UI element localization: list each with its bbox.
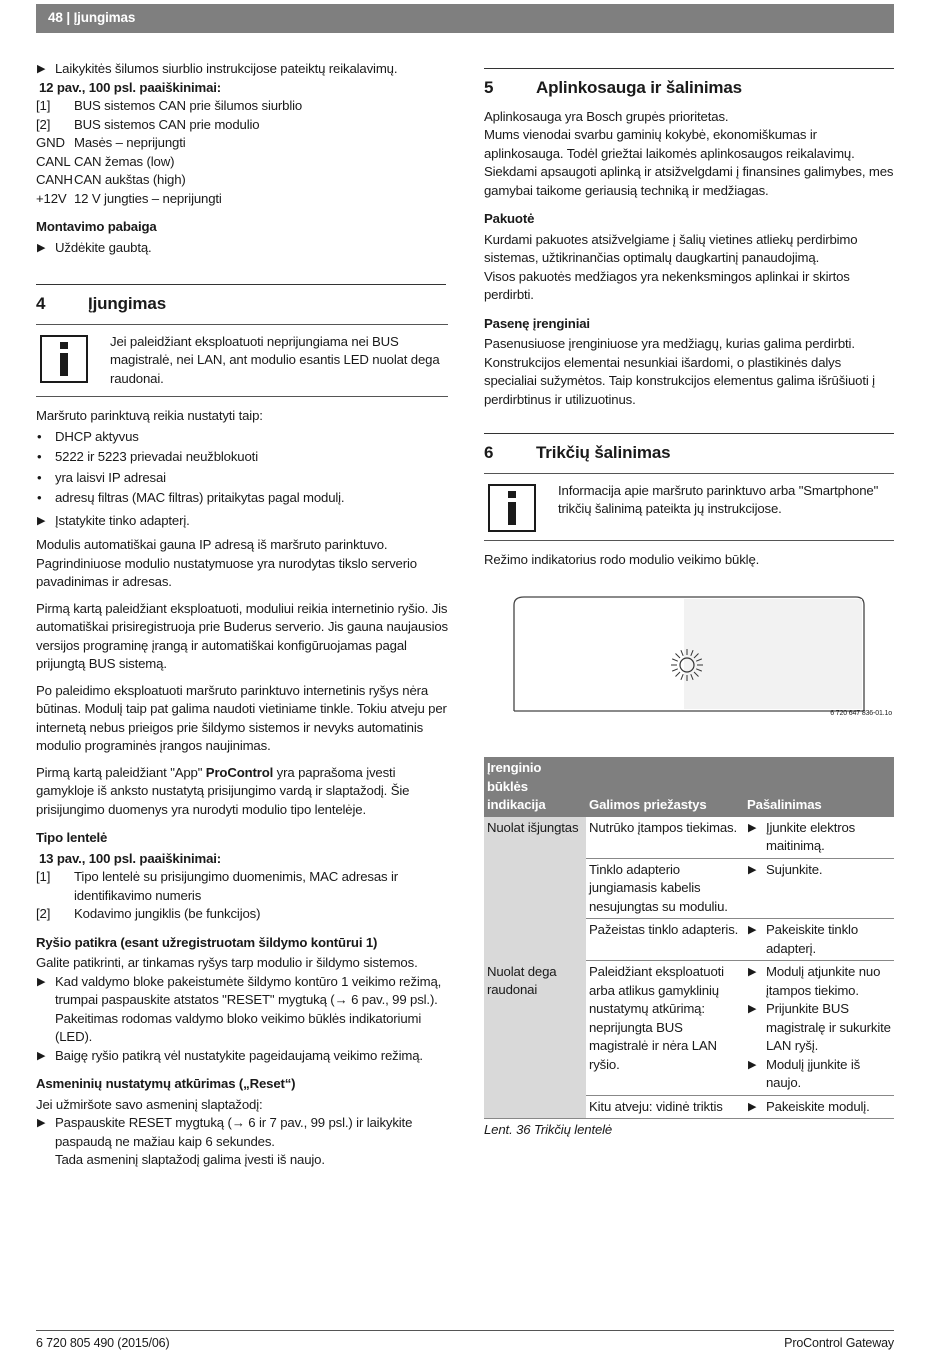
triangle-right-icon: ▶ [748, 1003, 757, 1015]
trouble-table [484, 757, 894, 1119]
triangle-right-icon: ▶ [37, 1049, 46, 1062]
legend-row: [2] Kodavimo jungiklis (be funkcijos) [36, 906, 261, 921]
paragraph: Visos pakuotės medžiagos yra nekenksmingos aplinkai ir skirtos perdirbti. [484, 268, 850, 302]
triangle-right-icon: ▶ [37, 241, 46, 254]
trouble-table-wrap [484, 757, 894, 1140]
table-row: Tinklo adapterio jungiamasis kabelis nesujungtas su moduliu. ▶ Sujunkite. [484, 858, 894, 919]
table-header: Pašalinimas [744, 757, 894, 817]
footer-product-name: ProControl Gateway [784, 1336, 894, 1350]
module-illustration [484, 591, 894, 721]
table-header-row [484, 757, 894, 817]
step-item: ▶ Įstatykite tinko adapterį. [36, 512, 448, 531]
legend-title: 13 pav., 100 psl. paaiškinimai: [39, 850, 222, 866]
table-row: Nuolat dega raudonai Paleidžiant eksploatuoti arba atlikus gamyklinių nustatymų atkūrimą: neprijungta BUS magistralė ir nėra LAN ryšio. ▶ Modulį atjunkite nuo įtampos tiekimo. ▶ Prijunkite BUS magistralę ir sukurkite LAN ryšį. ▶ Modulį įjunkite iš naujo. [484, 961, 894, 1096]
list-item: • yra laisvi IP adresai [37, 469, 166, 485]
list-item: • adresų filtras (MAC filtras) pritaikytas pagal modulį. [37, 490, 345, 505]
section-heading: 6 Trikčių šalinimas [484, 443, 671, 462]
page-number: 48 [48, 10, 63, 25]
paragraph: Galite patikrinti, ar tinkamas ryšys tarp modulio ir šildymo sistemos. [36, 955, 418, 970]
router-list [36, 428, 448, 508]
triangle-right-icon: ▶ [37, 63, 46, 75]
subheading: Tipo lentelė [36, 830, 108, 845]
triangle-right-icon: ▶ [748, 821, 757, 834]
legend-row: CANL CAN žemas (low) [36, 153, 175, 169]
paragraph: Kurdami pakuotes atsižvelgiame į šalių vietines atliekų perdirbimo sistemas, užtikrinančias optimalų daugkartinį panaudojimą. [484, 231, 858, 265]
paragraph: Pirmą kartą paleidžiant "App" ProControl yra paprašoma įvesti gamykloje iš anksto nustatytą prisijungimo vardą ir slaptažodį. Šie prisijungimo duomenys yra nurodyti modulio tipo lentelėje. [36, 764, 410, 817]
info-note: Informacija apie maršruto parinktuvo arba "Smartphone" trikčių šalinimą pateikta jų instrukcijose. [484, 473, 894, 541]
triangle-right-icon: ▶ [748, 924, 757, 936]
paragraph: Aplinkosauga yra Bosch grupės prioritetas. [484, 108, 729, 124]
paragraph: Siekdami apsaugoti aplinką ir atsižvelgdami į finansines galimybes, mes gamybai taikome geriausią techniką ir medžiagas. [484, 164, 894, 198]
table-row: Nuolat išjungtas Nutrūko įtampos tiekimas. ▶ Įjunkite elektros maitinimą. [484, 817, 894, 859]
figure-code: 6 720 647 836-01.1o [830, 710, 892, 717]
triangle-right-icon: ▶ [748, 863, 757, 876]
step-item: ▶ Paspauskite RESET mygtuką (→ 6 ir 7 pav., 99 psl.) ir laikykite paspaudą ne mažiau kaip 6 sekundes. [37, 1115, 413, 1149]
legend-row: GND Masės – neprijungti [36, 135, 186, 150]
table-header: Įrenginio būklės indikacija [484, 757, 586, 817]
subheading: Montavimo pabaiga [36, 219, 157, 234]
paragraph: Modulis automatiškai gauna IP adresą iš maršruto parinktuvo. Pagrindiniuose modulio nustatymuose yra nurodytas tikslo serverio pavadinimas ir adresas. [36, 537, 417, 589]
paragraph: Po paleidimo eksploatuoti maršruto parinktuvo internetinis ryšys nėra būtinas. Modulį taip pat galima naudoti vietiniame tinkle. Tokiu atveju per internetą nebus prieigos prie šildymo sistemos ir nevyks automatinis modulio programinės įrangos naujinimas. [36, 682, 447, 753]
triangle-right-icon: ▶ [37, 514, 46, 527]
list-item: • DHCP aktyvus [37, 428, 139, 444]
footer-doc-number: 6 720 805 490 (2015/06) [36, 1336, 170, 1350]
info-icon [40, 335, 88, 383]
triangle-right-icon: ▶ [37, 1117, 46, 1129]
table-row: Pažeistas tinklo adapteris. ▶ Pakeiskite tinklo adapterį. [484, 919, 894, 961]
header-text [48, 9, 135, 28]
right-column [484, 68, 894, 1140]
paragraph: Pasenusiuose įrenginiuose yra medžiagų, kurias galima perdirbti. Konstrukcijos elementai nesunkiai išardomi, o plastikinės dalys specialiai sužymėtos. Taip konstrukcijos elementus galima išrūšiuoti į perdirbtinus ir utilizuotinus. [484, 336, 875, 407]
legend-row: +12V 12 V jungties – neprijungti [36, 190, 222, 206]
subheading: Pasenę įrenginiai [484, 315, 590, 331]
triangle-right-icon: ▶ [37, 975, 46, 988]
subheading: Pakuotė [484, 211, 535, 226]
table-header: Galimos priežastys [586, 757, 744, 817]
step-item: ▶ Uždėkite gaubtą. [36, 239, 448, 258]
paragraph: Mums vienodai svarbu gaminių kokybė, ekonomiškumas ir aplinkosauga. Todėl griežtai laikomės aplinkosaugos reikalavimų. [484, 127, 855, 161]
legend-row: CANH CAN aukštas (high) [36, 172, 186, 187]
section-heading: 5 Aplinkosauga ir šalinimas [484, 78, 742, 97]
legend-title: 12 pav., 100 psl. paaiškinimai: [39, 79, 222, 95]
paragraph: Tada asmeninį slaptažodį galima įvesti iš naujo. [55, 1152, 325, 1167]
header-title: Įjungimas [73, 10, 136, 25]
subheading: Ryšio patikra (esant užregistruotam šildymo kontūrui 1) [36, 934, 378, 950]
table-caption: Lent. 36 Trikčių lentelė [484, 1122, 613, 1137]
step-item: ▶ Laikykitės šilumos siurblio instrukcijose pateiktų reikalavimų. [36, 60, 448, 79]
footer-rule [36, 1330, 894, 1331]
paragraph: Jei užmiršote savo asmeninį slaptažodį: [36, 1096, 263, 1112]
step-item: ▶ Baigę ryšio patikrą vėl nustatykite pageidaujamą veikimo režimą. [36, 1047, 448, 1066]
left-column [36, 60, 448, 1170]
legend-row: [2] BUS sistemos CAN prie modulio [36, 116, 260, 132]
legend-row: [1] Tipo lentelė su prisijungimo duomenimis, MAC adresas ir identifikavimo numeris [36, 869, 399, 903]
page-header [36, 4, 894, 33]
header-separator: | [66, 10, 70, 25]
legend-row: [1] BUS sistemos CAN prie šilumos siurblio [36, 98, 303, 113]
info-icon [488, 484, 536, 532]
info-note: Jei paleidžiant eksploatuoti neprijungiama nei BUS magistralė, nei LAN, ant modulio esantis LED nuolat dega raudonai. [36, 324, 448, 398]
paragraph: Pirmą kartą paleidžiant eksploatuoti, moduliui reikia internetinio ryšio. Jis automatiškai prisiregistruoja prie Buderus serverio. Jis gauna naujausios versijos programinę įrangą ir automatiškai konfigūruojamas pagal prijungtą BUS sistemą. [36, 600, 448, 671]
triangle-right-icon: ▶ [748, 966, 757, 978]
section-heading: 4 Įjungimas [36, 294, 166, 313]
module-figure [484, 591, 894, 741]
subheading: Asmeninių nustatymų atkūrimas („Reset“) [36, 1076, 296, 1091]
paragraph: Režimo indikatorius rodo modulio veikimo būklę. [484, 551, 760, 567]
list-item: • 5222 ir 5223 prievadai neužblokuoti [37, 449, 258, 464]
router-intro: Maršruto parinktuvą reikia nustatyti taip: [36, 408, 263, 423]
triangle-right-icon: ▶ [748, 1058, 757, 1071]
step-item: ▶ Kad valdymo bloke pakeistumėte šildymo kontūro 1 veikimo režimą, trumpai paspauskite atstatos "RESET" mygtuką (→ 6 pav., 99 psl.). Pakeitimas rodomas valdymo bloko veikimo būklės indikatoriumi (LED). [37, 973, 442, 1044]
triangle-right-icon: ▶ [748, 1100, 757, 1113]
table-row: Kitu atveju: vidinė triktis ▶ Pakeiskite modulį. [484, 1095, 894, 1119]
